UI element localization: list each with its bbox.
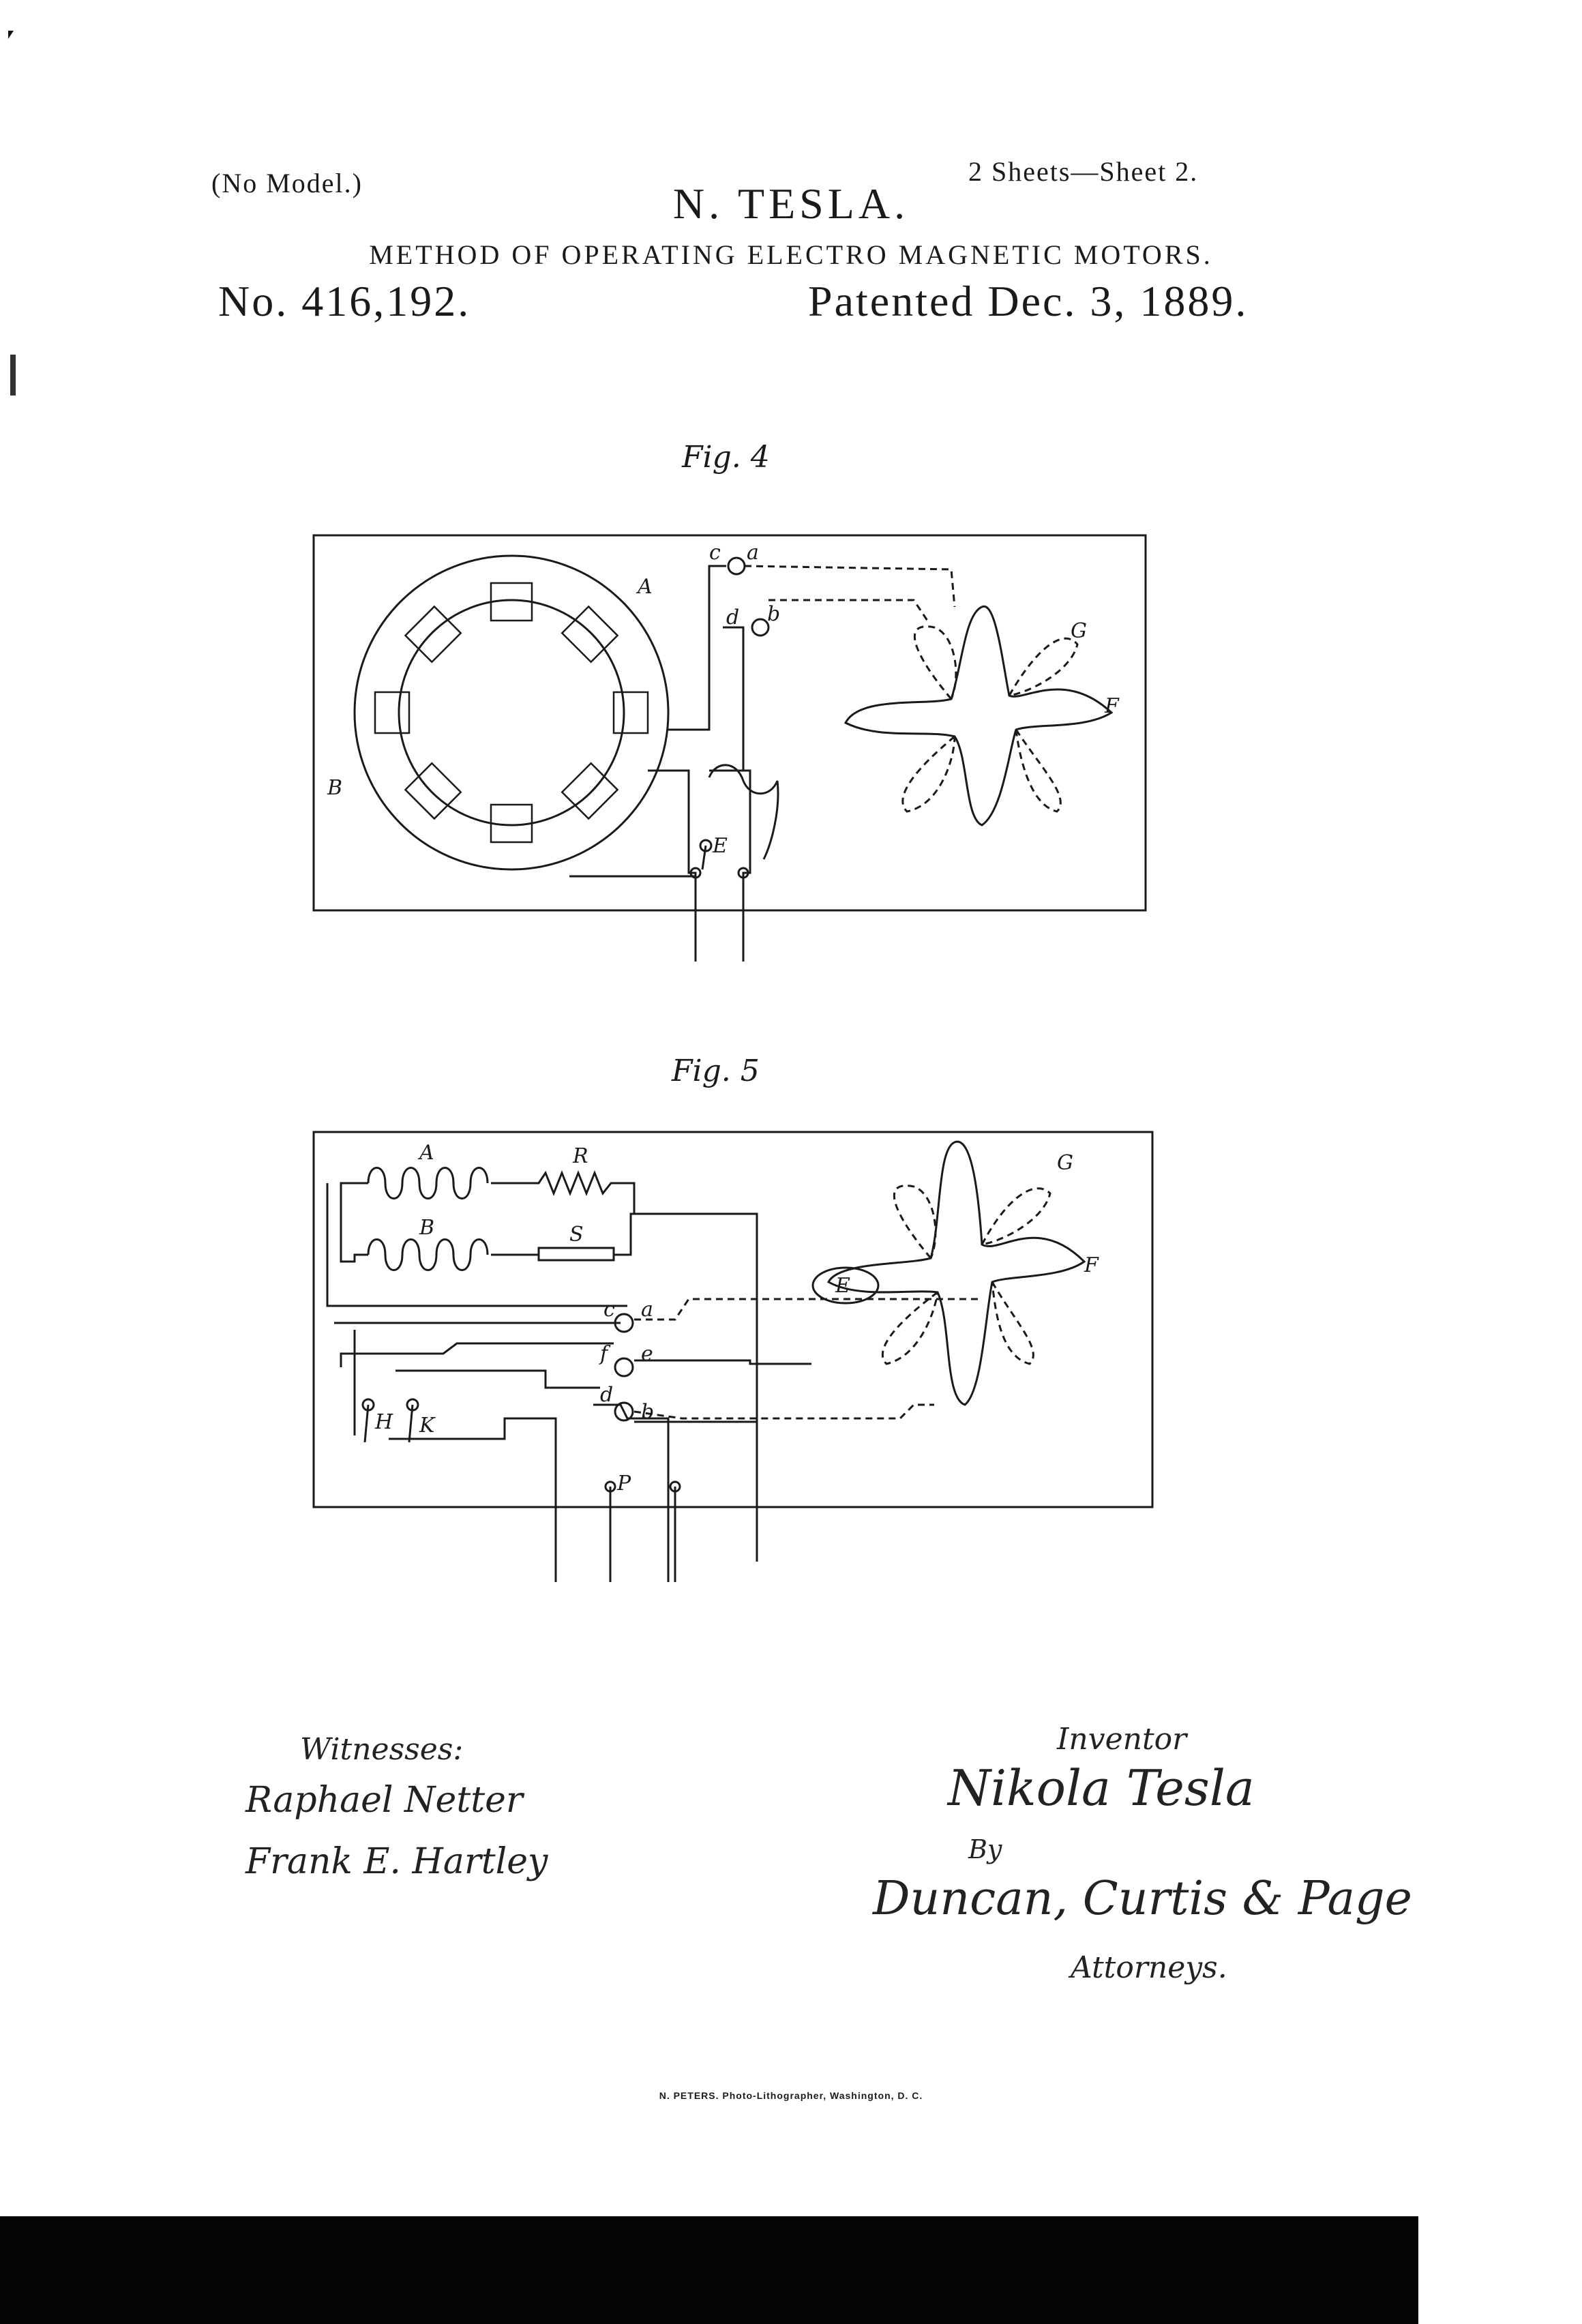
witnesses-label: Witnesses: <box>300 1732 464 1767</box>
fig4-wire <box>668 566 726 730</box>
fig4-dashed-line <box>768 600 927 621</box>
fig5-wire <box>395 1371 600 1388</box>
fig5-star-F <box>829 1142 1084 1405</box>
fig5-label-H: H <box>375 1410 393 1434</box>
fig5-frame <box>314 1132 1152 1507</box>
fig5-diagram <box>300 1118 1159 1582</box>
fig4-wire <box>709 771 750 962</box>
fig5-label-R: R <box>573 1144 588 1168</box>
patent-title: METHOD OF OPERATING ELECTRO MAGNETIC MOTORS. <box>369 239 1213 270</box>
sheet-count: 2 Sheets—Sheet 2. <box>968 156 1199 187</box>
patent-date: Patented Dec. 3, 1889. <box>808 277 1249 325</box>
inventor-signature: Nikola Tesla <box>948 1759 1255 1817</box>
fig5-wire <box>341 1343 614 1367</box>
fig4-terminal-b <box>752 619 768 636</box>
fig4-diagram <box>300 525 1159 962</box>
fig4-label-c: c <box>709 541 721 565</box>
fig5-label-c: c <box>603 1298 615 1322</box>
fig5-self-induction-S <box>539 1248 614 1260</box>
no-model-note: (No Model.) <box>211 168 363 198</box>
edge-mark <box>8 31 14 39</box>
fig5-coil-A <box>368 1168 488 1199</box>
fig5-label-G: G <box>1057 1151 1073 1175</box>
scan-bottom-bar <box>0 2216 1418 2324</box>
fig5-label-K: K <box>419 1414 435 1437</box>
fig4-label-b: b <box>767 602 781 626</box>
fig4-pole-coils <box>375 583 648 842</box>
fig5-label-F: F <box>1084 1253 1099 1277</box>
fig4-label-A: A <box>638 575 653 599</box>
fig4-label-a: a <box>747 541 759 565</box>
witness-signature: Frank E. Hartley <box>245 1841 548 1882</box>
fig5-label-e: e <box>641 1342 653 1366</box>
fig4-terminal-a <box>728 558 745 574</box>
fig5-wire <box>614 1214 757 1562</box>
fig5-resistance-R <box>491 1173 634 1214</box>
fig4-motor-ring-inner <box>399 600 624 825</box>
fig5-label-f: f <box>600 1342 608 1366</box>
fig5-label-S: S <box>569 1223 584 1247</box>
fig5-wire <box>341 1183 368 1262</box>
by-label: By <box>968 1834 1002 1864</box>
fig4-wire <box>723 627 743 771</box>
fig5-label-d: d <box>600 1383 614 1407</box>
attorneys-label: Attorneys. <box>1071 1950 1227 1985</box>
fig4-label-G: G <box>1071 619 1087 643</box>
fig5-dashed-line <box>634 1299 982 1320</box>
inventor-name: N. TESLA. <box>672 179 910 228</box>
fig5-wire <box>389 1418 556 1582</box>
fig5-label-E: E <box>835 1274 850 1298</box>
fig5-label-A: A <box>419 1141 434 1165</box>
fig4-frame <box>314 535 1146 910</box>
fig5-label-P: P <box>617 1472 631 1495</box>
fig4-label-E: E <box>713 834 728 858</box>
witness-signature: Raphael Netter <box>245 1780 523 1821</box>
fig4-dashed-lobes-G <box>903 627 1077 811</box>
fig4-motor-ring-outer <box>355 556 668 869</box>
patent-number: No. 416,192. <box>218 277 471 325</box>
fig5-coil-B <box>368 1240 488 1270</box>
inventor-label: Inventor <box>1057 1722 1187 1757</box>
fig5-label-B: B <box>419 1216 435 1240</box>
fig4-label-F: F <box>1105 694 1119 718</box>
fig4-wire <box>648 771 696 962</box>
fig5-dashed-lobes-G <box>882 1186 1050 1364</box>
fig4-label-B: B <box>327 776 343 800</box>
fig5-dashed-line <box>634 1405 934 1418</box>
attorneys-signature: Duncan, Curtis & Page <box>873 1872 1412 1926</box>
fig5-label-b: b <box>641 1400 655 1424</box>
printer-credit: N. PETERS. Photo-Lithographer, Washington, D. C. <box>659 2090 923 2101</box>
edge-mark <box>10 355 16 396</box>
fig5-terminal-e <box>615 1358 633 1376</box>
fig4-label-d: d <box>726 606 740 629</box>
fig4-label: Fig. 4 <box>682 440 770 475</box>
fig5-label: Fig. 5 <box>672 1054 760 1088</box>
fig5-wire <box>634 1360 811 1364</box>
fig5-label-a: a <box>641 1298 653 1322</box>
